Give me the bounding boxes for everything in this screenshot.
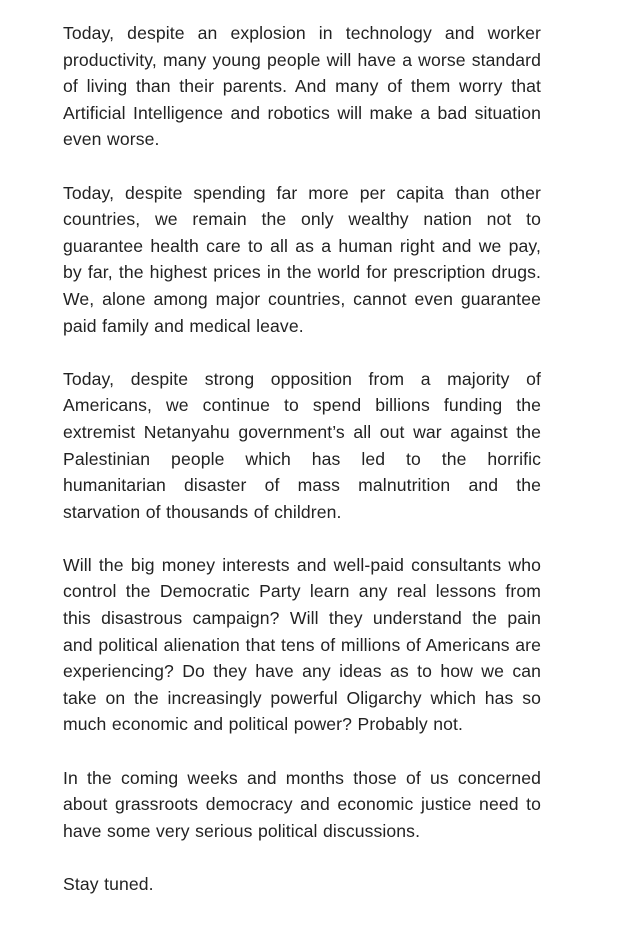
paragraph-democratic-party: Will the big money interests and well-paid consultants who control the Democratic Party learn any real lessons from this disastrous campaign? Will they understand the pain and political alienation that tens of millions of Americans are experiencing? Do they have any ideas as to how we can take on the increasingly powerful Oligarchy which has so much economic and political power? Probably not. — [63, 554, 541, 735]
document-body — [63, 20, 541, 898]
paragraph-technology: Today, despite an explosion in technology and worker productivity, many young people will have a worse standard of living than their parents. And many of them worry that Artificial Intelligence and robotics will make a bad situation even worse. — [63, 23, 541, 150]
paragraph-netanyahu: Today, despite strong opposition from a majority of Americans, we continue to spend billions funding the extremist Netanyahu government’s all out war against the Palestinian people which has led to the horrific humanitarian disaster of mass malnutrition and the starvation of thousands of children. — [63, 368, 541, 522]
paragraph-coming-weeks: In the coming weeks and months those of us concerned about grassroots democracy and economic justice need to have some very serious political discussions. — [63, 767, 541, 841]
paragraph-stay-tuned: Stay tuned. — [63, 874, 154, 894]
paragraph-health-care: Today, despite spending far more per capita than other countries, we remain the only wealthy nation not to guarantee health care to all as a human right and we pay, by far, the highest prices in the world for prescription drugs. We, alone among major countries, cannot even guarantee paid family and medical leave. — [63, 182, 541, 336]
